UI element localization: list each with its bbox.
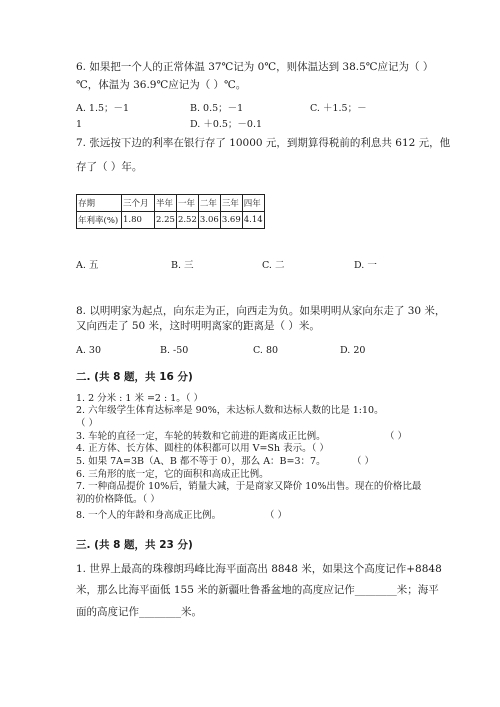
s3-q1-line3: 面的高度记作________米。 bbox=[76, 606, 202, 618]
q7-option-d: D. 一 bbox=[354, 260, 377, 271]
table-cell: 3.69 bbox=[220, 212, 242, 229]
table-cell: 三个月 bbox=[122, 195, 155, 212]
s2-item-1: 1. 2 分米 : 1 米 =2 : 1。（ ） bbox=[76, 393, 204, 404]
table-row bbox=[77, 212, 265, 229]
table-cell: 四年 bbox=[242, 195, 264, 212]
q6-option-d: D. ＋0.5；－0.1 bbox=[190, 119, 263, 130]
table-cell: 二年 bbox=[198, 195, 220, 212]
s3-q1-line2: 米，那么比海平面低 155 米的新疆吐鲁番盆地的高度应记作________米；海平 bbox=[76, 584, 439, 596]
table-cell: 存期 bbox=[77, 195, 122, 212]
q6-option-b: B. 0.5；－1 bbox=[190, 103, 244, 114]
q7-line2: 存了（ ）年。 bbox=[76, 161, 143, 173]
table-cell: 3.06 bbox=[198, 212, 220, 229]
s2-item-5: 5. 如果 7A=3B（A、B 都不等于 0），那么 A：B=3：7。 bbox=[76, 456, 326, 467]
s3-q1-line1: 1. 世界上最高的珠穆朗玛峰比海平面高出 8848 米，如果这个高度记作+8848 bbox=[76, 563, 442, 575]
s2-item-2: 2. 六年级学生体育达标率是 90%，未达标人数和达标人数的比是 1:10。 bbox=[76, 405, 384, 416]
table-cell: 一年 bbox=[176, 195, 198, 212]
table-cell: 半年 bbox=[155, 195, 177, 212]
s2-item-5-blank: （ ） bbox=[352, 456, 375, 467]
s2-item-3-blank: （ ） bbox=[385, 431, 408, 442]
s2-item-2-blank: （ ） bbox=[76, 418, 99, 429]
q8-option-a: A. 30 bbox=[76, 345, 101, 356]
s2-item-3: 3. 车轮的直径一定，车轮的转数和它前进的距离成正比例。 bbox=[76, 431, 326, 442]
q6-line2: ℃，体温为 36.9℃应记为（ ）℃。 bbox=[76, 79, 247, 91]
table-cell: 4.14 bbox=[242, 212, 264, 229]
q6-option-a: A. 1.5；－1 bbox=[76, 103, 130, 114]
q8-option-c: C. 80 bbox=[253, 345, 279, 356]
q8-line2: 又向西走了 50 米，这时明明离家的距离是（ ）米。 bbox=[76, 320, 320, 332]
q8-line1: 8. 以明明家为起点，向东走为正，向西走为负。如果明明从家向东走了 30 米， bbox=[76, 305, 446, 317]
table-cell: 年利率(%) bbox=[77, 212, 122, 229]
table-cell: 2.52 bbox=[176, 212, 198, 229]
q8-option-b: B. -50 bbox=[160, 345, 189, 356]
q6-option-c-cont: 1 bbox=[76, 119, 83, 130]
s2-item-8: 8. 一个人的年龄和身高成正比例。 bbox=[76, 510, 222, 521]
section-2-title: 二. (共 8 题，共 16 分) bbox=[76, 371, 193, 383]
q6-option-c: C. ＋1.5；－ bbox=[310, 103, 367, 114]
q7-option-c: C. 二 bbox=[262, 260, 285, 271]
section-3-title: 三. (共 8 题，共 23 分) bbox=[76, 539, 193, 551]
q7-option-b: B. 三 bbox=[171, 260, 194, 271]
s2-item-6: 6. 三角形的底一定，它的面积和高成正比例。 bbox=[76, 469, 269, 480]
s2-item-8-blank: （ ） bbox=[265, 510, 288, 521]
s2-item-4: 4. 正方体、长方体、圆柱的体积都可以用 V=Sh 表示。（ ） bbox=[76, 443, 329, 454]
q7-option-a: A. 五 bbox=[76, 260, 99, 271]
q6-line1: 6. 如果把一个人的正常体温 37℃记为 0℃，则体温达到 38.5℃应记为（ ） bbox=[76, 61, 434, 73]
s2-item-7: 7. 一种商品提价 10%后，销量大减，于是商家又降价 10%出售。现在的价格比最 bbox=[76, 481, 422, 492]
table-cell: 三年 bbox=[220, 195, 242, 212]
table-row bbox=[77, 195, 265, 212]
table-cell: 2.25 bbox=[155, 212, 177, 229]
interest-rate-table bbox=[76, 194, 265, 229]
q7-line1: 7. 张远按下边的利率在银行存了 10000 元，到期算得税前的利息共 612 元，他 bbox=[76, 137, 451, 149]
q8-option-d: D. 20 bbox=[340, 345, 366, 356]
table-cell: 1.80 bbox=[122, 212, 155, 229]
s2-item-7-cont: 初的价格降低。（ ） bbox=[76, 494, 160, 505]
